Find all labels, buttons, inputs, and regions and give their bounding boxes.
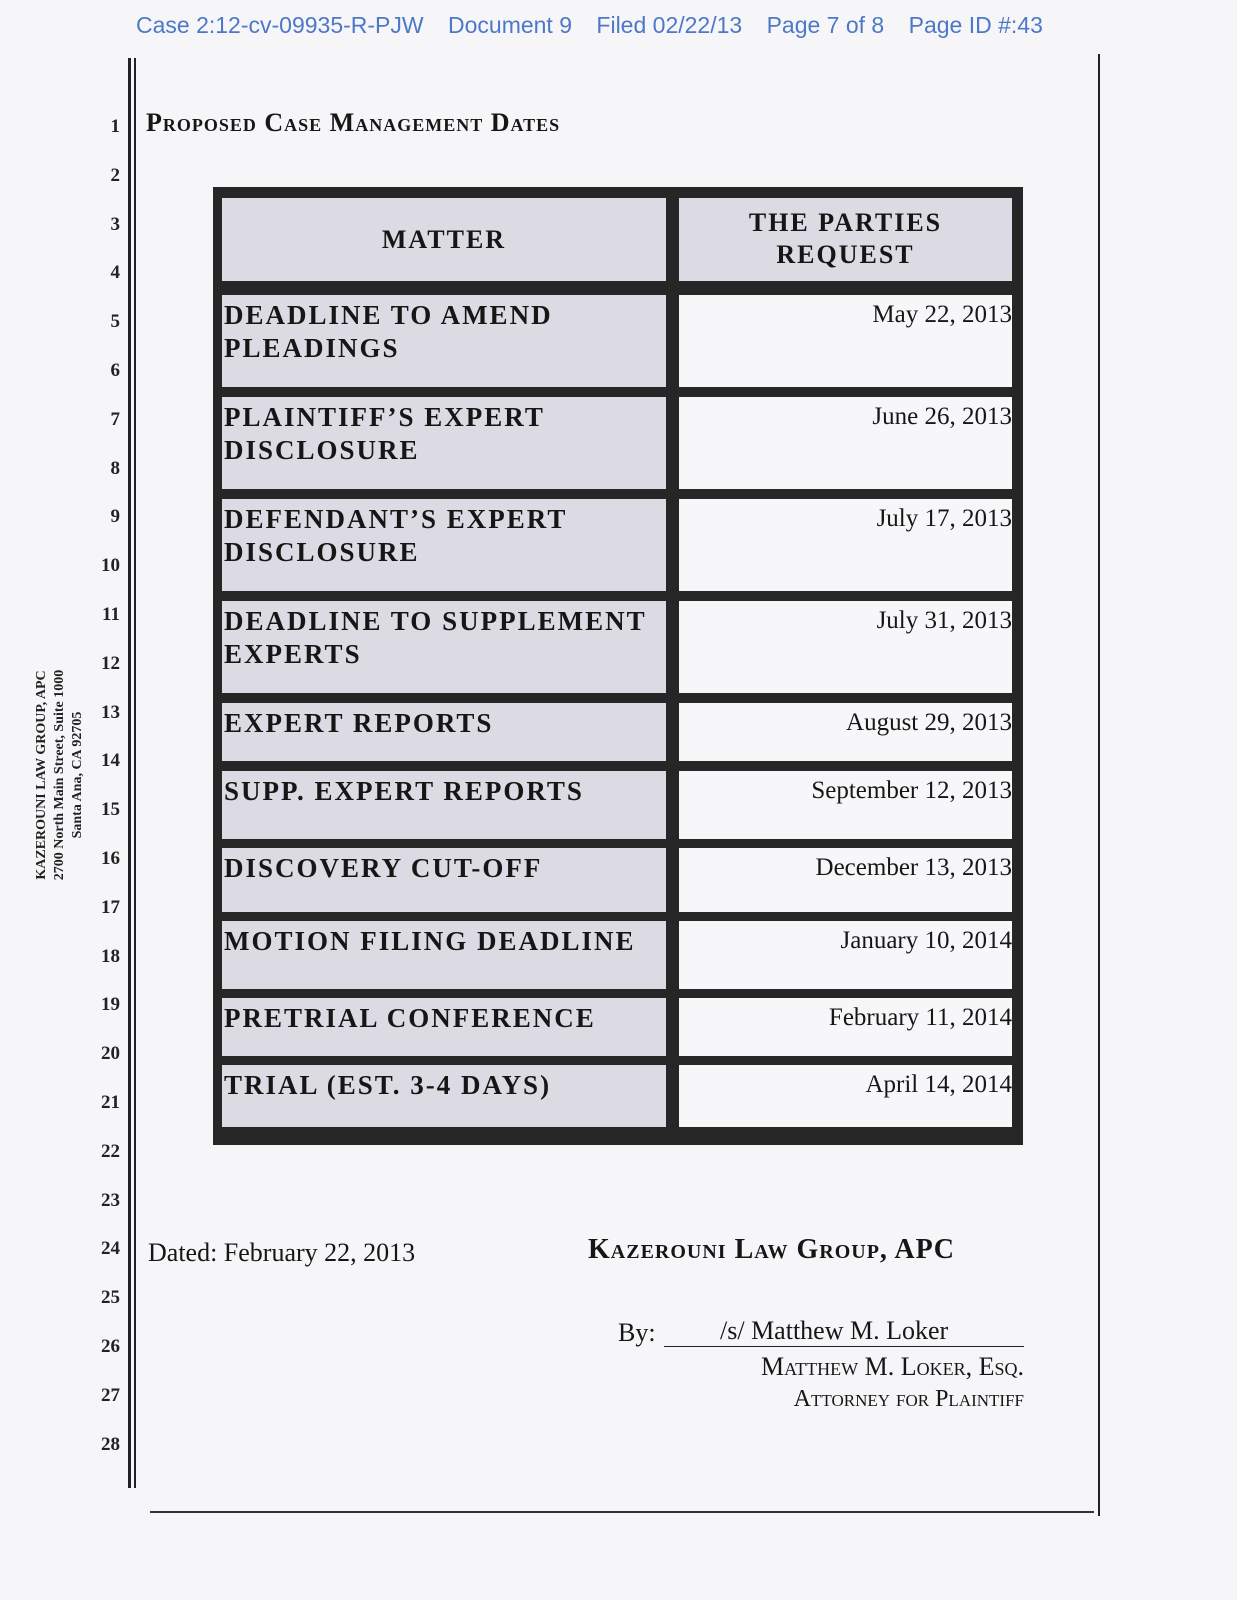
footer-rule [150,1511,1094,1513]
matter-cell [222,397,666,489]
matter-label: TRIAL (EST. 3-4 DAYS) [224,1070,552,1100]
header-request-line1: THE PARTIES [748,208,943,237]
attorney-role: Attorney for Plaintiff [793,1386,1024,1412]
firm-side-name: KAZEROUNI LAW GROUP, APC [34,670,49,880]
matter-label: DISCOVERY CUT-OFF [224,853,543,883]
line-number: 7 [110,408,120,430]
date-cell [679,998,1012,1056]
signature-line [664,1346,1024,1347]
line-number: 27 [101,1384,120,1406]
matter-label: PRETRIAL CONFERENCE [224,1003,596,1033]
matter-label: DEFENDANT’S EXPERT DISCLOSURE [224,504,567,567]
matter-cell [222,921,666,989]
dated-line: Dated: February 22, 2013 [148,1238,416,1267]
page-count: Page 7 of 8 [766,12,885,38]
requested-date: August 29, 2013 [846,709,1012,736]
matter-label: PLAINTIFF’S EXPERT DISCLOSURE [224,402,545,465]
ecf-header [136,12,1136,39]
line-number: 22 [101,1140,120,1162]
line-number: 11 [102,604,120,625]
line-number: 19 [101,994,120,1016]
line-number: 16 [101,848,120,869]
requested-date: December 13, 2013 [815,854,1012,881]
requested-date: April 14, 2014 [865,1071,1012,1098]
line-number: 17 [101,896,120,918]
matter-label: MOTION FILING DEADLINE [224,926,636,956]
requested-date: September 12, 2013 [811,777,1012,804]
firm-side-city: Santa Ana, CA 92705 [70,711,85,839]
date-cell [679,601,1012,693]
line-number: 4 [110,262,120,284]
document-number: Document 9 [448,12,573,38]
requested-date: July 31, 2013 [876,607,1012,634]
matter-cell [222,295,666,387]
requested-date: May 22, 2013 [872,301,1012,328]
date-cell [679,499,1012,591]
matter-label: EXPERT REPORTS [224,708,494,738]
line-number: 28 [101,1433,120,1455]
right-margin-rule [1098,54,1100,1516]
header-request-cell [679,198,1012,281]
matter-cell [222,601,666,693]
header-matter: MATTER [381,225,507,254]
date-cell [679,1065,1012,1127]
by-label: By: [618,1318,656,1347]
line-number: 15 [101,799,120,821]
signature-firm-name: Kazerouni Law Group, APC [588,1234,955,1265]
section-title: Proposed Case Management Dates [146,108,561,137]
requested-date: June 26, 2013 [872,403,1012,430]
line-number: 18 [101,945,120,967]
matter-cell [222,998,666,1056]
line-number: 26 [101,1336,120,1357]
line-number: 12 [101,652,120,674]
line-number: 9 [110,506,120,528]
line-number: 14 [101,750,120,772]
filed-date: Filed 02/22/13 [596,12,743,38]
line-number: 10 [101,555,120,577]
requested-date: July 17, 2013 [876,505,1012,532]
line-number: 6 [110,360,120,381]
line-number: 25 [101,1287,120,1309]
firm-address-sidebar [33,670,87,881]
line-number: 20 [101,1043,120,1065]
matter-cell [222,703,666,761]
matter-label: DEADLINE TO SUPPLEMENT EXPERTS [224,606,647,669]
left-margin-rule-outer [128,58,131,1488]
matter-label: DEADLINE TO AMEND PLEADINGS [224,300,553,363]
line-number: 21 [101,1092,120,1113]
matter-cell [222,771,666,839]
date-cell [679,295,1012,387]
requested-date: February 11, 2014 [828,1004,1012,1031]
line-number: 1 [110,116,120,137]
line-number: 3 [110,213,120,235]
date-cell [679,848,1012,912]
matter-cell [222,848,666,912]
date-cell [679,771,1012,839]
line-number: 8 [110,457,120,479]
date-cell [679,703,1012,761]
date-cell [679,397,1012,489]
header-matter-cell [222,198,666,281]
matter-label: SUPP. EXPERT REPORTS [224,776,584,806]
matter-cell [222,1065,666,1127]
line-number: 5 [110,311,120,333]
requested-date: January 10, 2014 [840,927,1012,954]
header-request-line2: REQUEST [776,240,915,269]
left-margin-rule-inner [134,58,136,1488]
date-cell [679,921,1012,989]
matter-cell [222,499,666,591]
electronic-signature: /s/ Matthew M. Loker [720,1316,949,1345]
page-id: Page ID #:43 [908,12,1043,38]
line-number: 2 [110,164,120,186]
line-number: 13 [101,701,120,723]
line-number: 23 [101,1189,120,1211]
firm-side-street: 2700 North Main Street, Suite 1000 [52,669,67,881]
case-dates-table [213,187,1023,1145]
case-number: Case 2:12-cv-09935-R-PJW [136,12,424,38]
attorney-name: Matthew M. Loker, Esq. [761,1352,1024,1381]
line-number: 24 [101,1238,120,1260]
